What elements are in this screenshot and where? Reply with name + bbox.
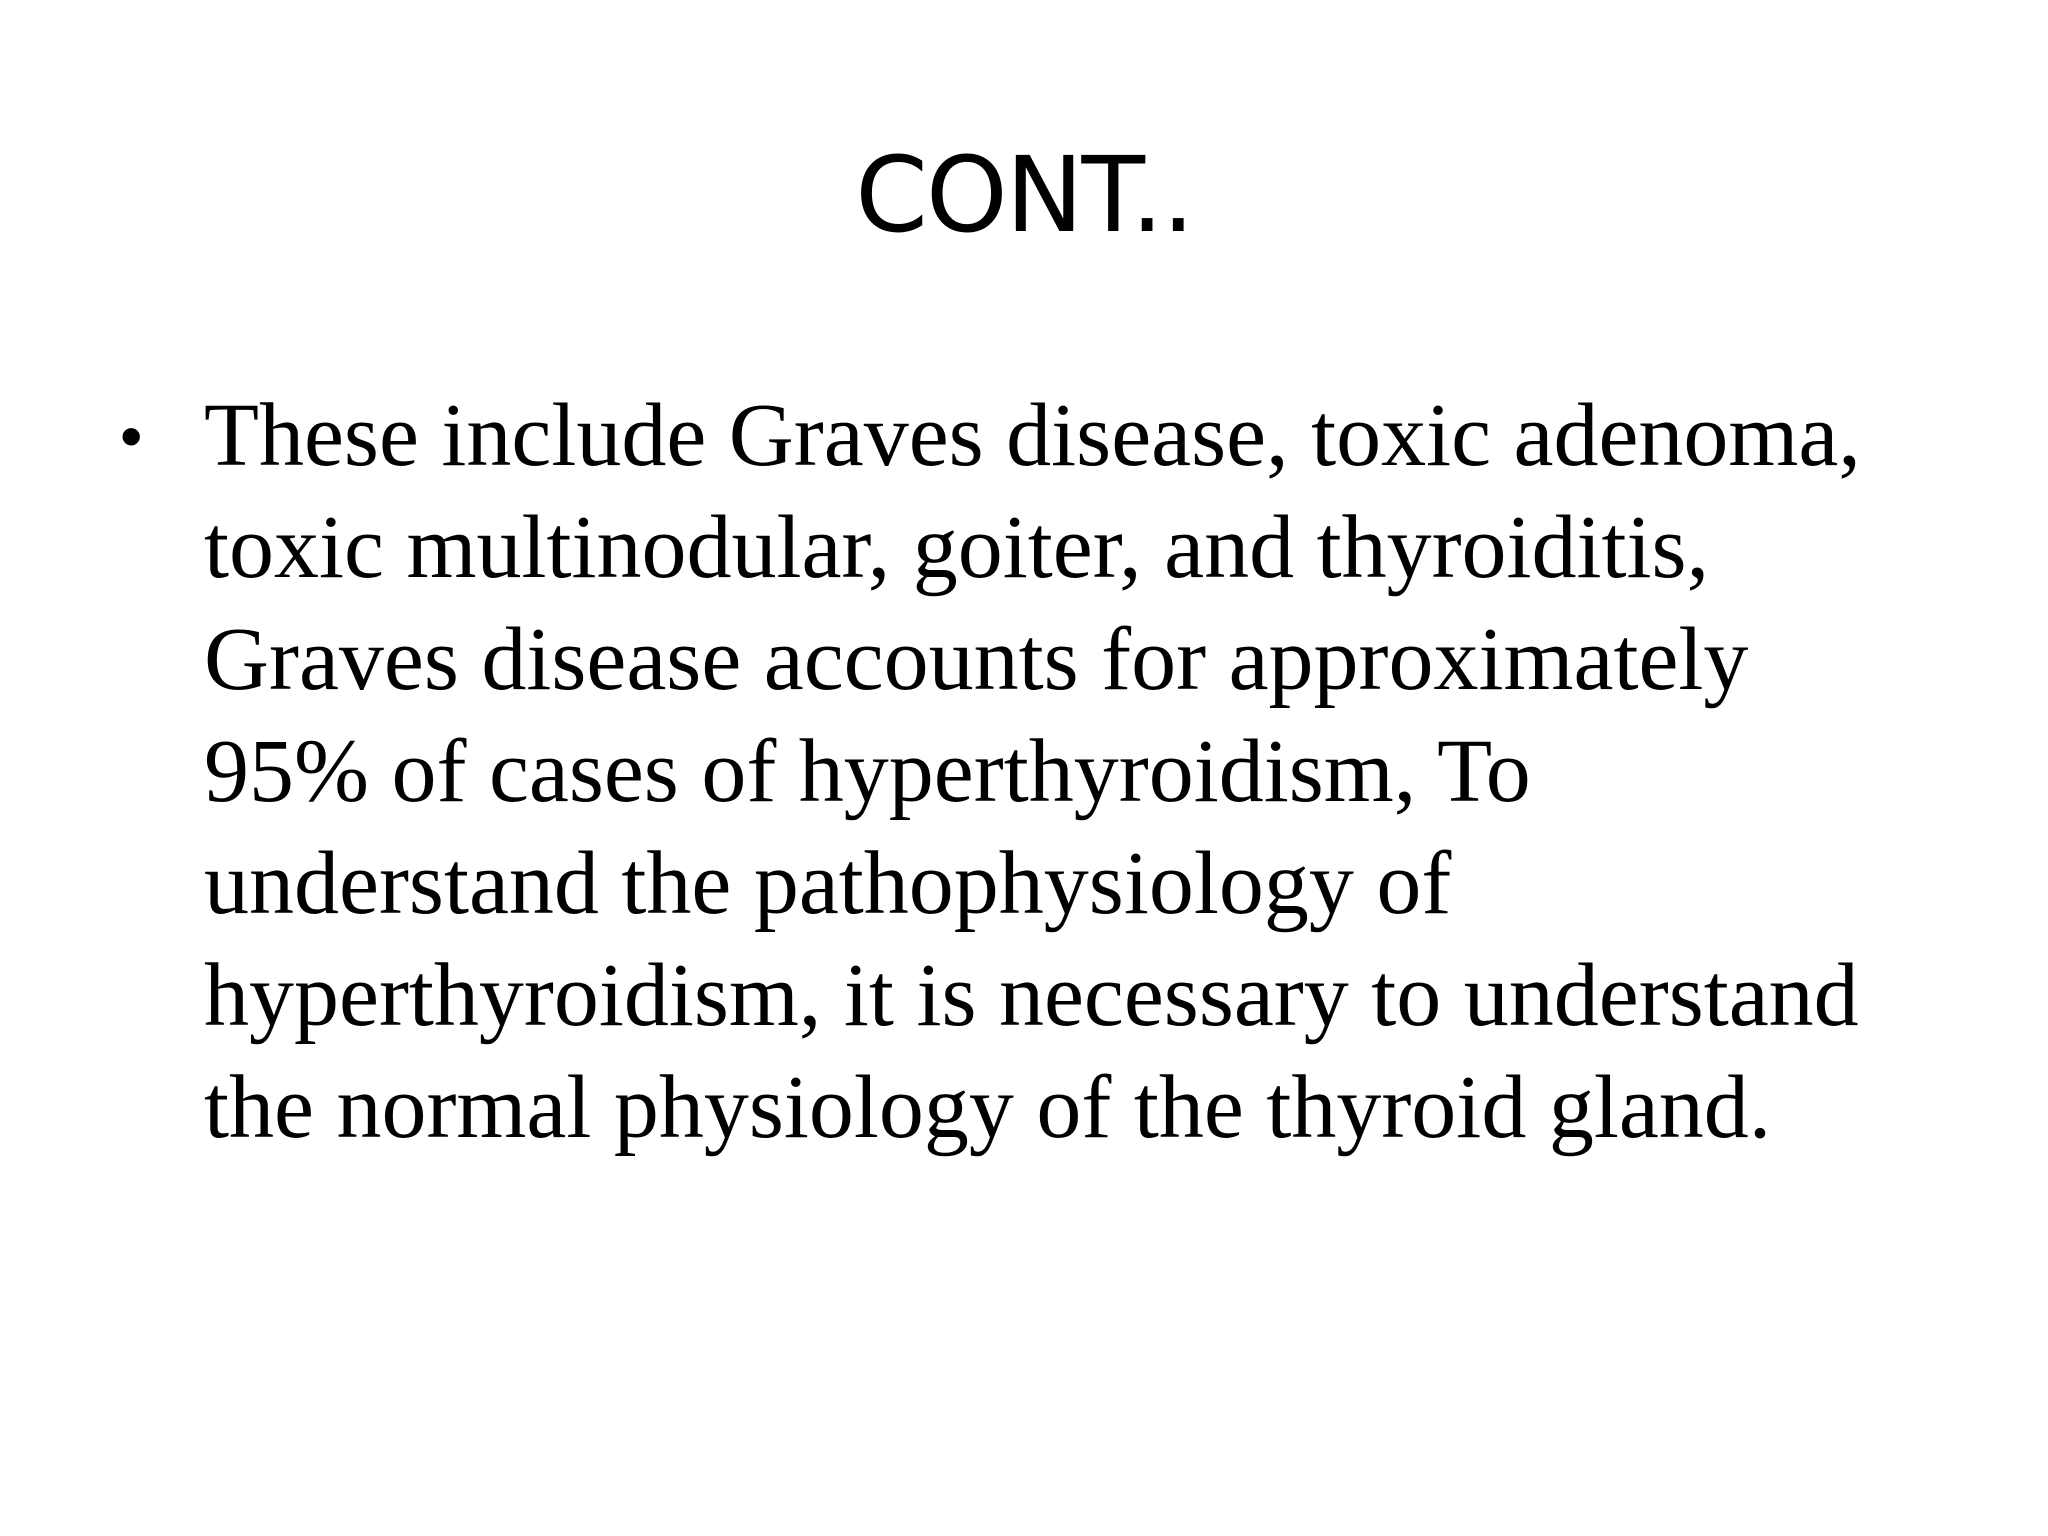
bullet-text-line: hyperthyroidism, it is necessary to understand: [204, 946, 1859, 1045]
bullet-list: [120, 380, 1950, 1164]
bullet-item: [120, 380, 1950, 1164]
bullet-text-line: understand the pathophysiology of: [204, 834, 1452, 933]
bullet-text-line: the normal physiology of the thyroid gland.: [204, 1058, 1772, 1157]
slide-title: CONT..: [855, 134, 1193, 256]
bullet-marker-icon: •: [120, 400, 143, 472]
bullet-text-line: Graves disease accounts for approximately: [204, 610, 1749, 709]
bullet-text-line: 95% of cases of hyperthyroidism, To: [204, 722, 1531, 821]
bullet-text-line: These include Graves disease, toxic adenoma,: [204, 386, 1861, 485]
bullet-text-line: toxic multinodular, goiter, and thyroiditis,: [204, 498, 1710, 597]
